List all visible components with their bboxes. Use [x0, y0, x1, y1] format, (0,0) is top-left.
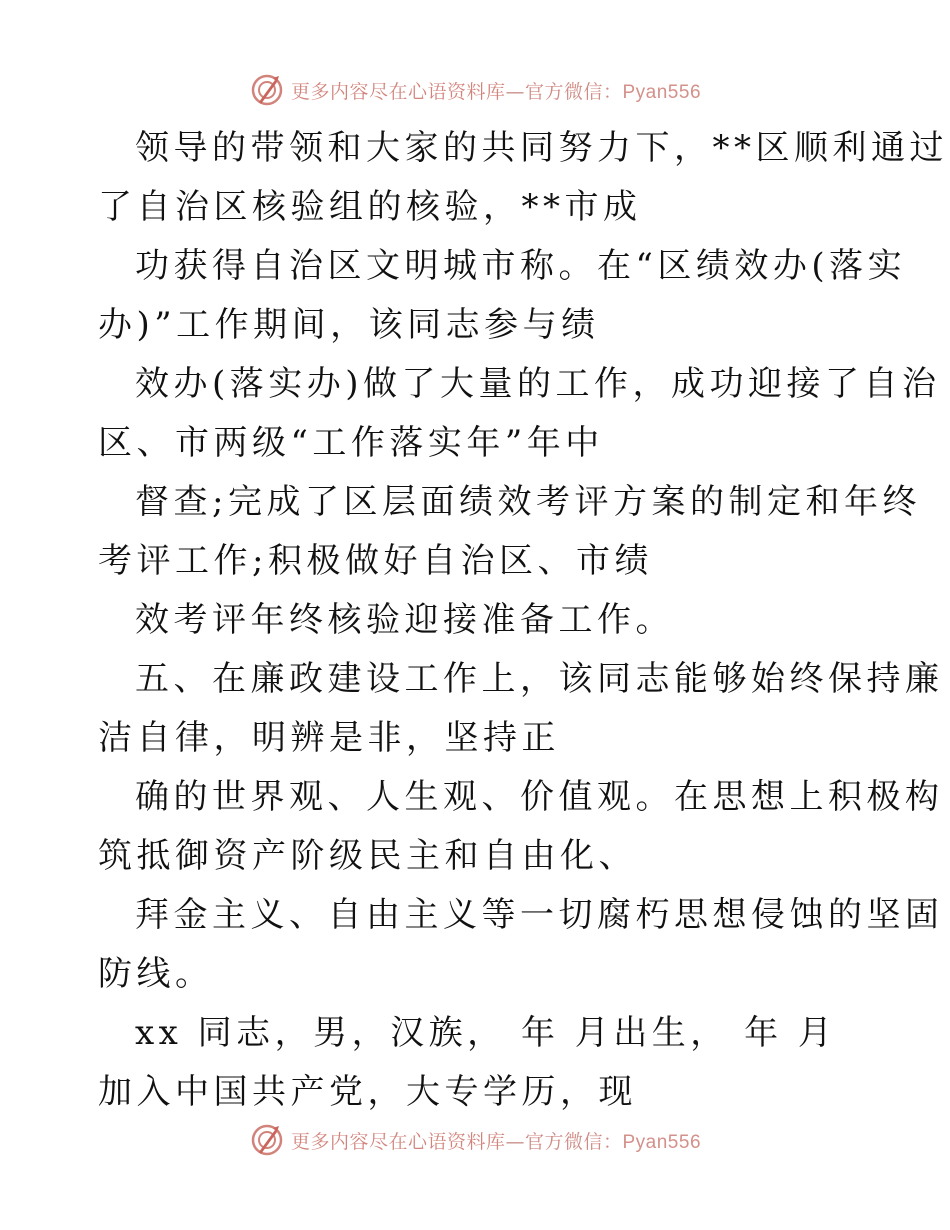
text-line: 效考评年终核验迎接准备工作。: [135, 600, 674, 640]
text-line: 领导的带领和大家的共同努力下，**区顺利通过: [135, 128, 948, 168]
header-watermark: [0, 70, 950, 110]
text-line: 拜金主义、自由主义等一切腐朽思想侵蚀的坚固: [135, 895, 944, 935]
watermark-main-text: 更多内容尽在心语资料库: [290, 1130, 506, 1153]
text-line: 办)”工作期间，该同志参与绩: [98, 305, 600, 345]
text-line: 了自治区核验组的核验，**市成: [98, 187, 642, 227]
text-line: 五、在廉政建设工作上，该同志能够始终保持廉: [135, 659, 944, 699]
text-line: 防线。: [98, 954, 214, 994]
quill-logo-icon: [249, 1122, 285, 1158]
watermark-id: Pyan556: [622, 81, 702, 103]
watermark-label: 官方微信：: [524, 80, 623, 103]
text-line: 洁自律，明辨是非，坚持正: [98, 718, 560, 758]
footer-watermark: [0, 1120, 950, 1160]
text-line: xx 同志，男，汉族， 年 月出生， 年 月: [135, 1013, 837, 1053]
quill-logo-icon: [249, 72, 285, 108]
watermark-id: Pyan556: [622, 1131, 702, 1153]
watermark-separator: —: [505, 1130, 525, 1153]
text-line: 确的世界观、人生观、价值观。在思想上积极构: [135, 777, 944, 817]
watermark-main-text: 更多内容尽在心语资料库: [290, 80, 506, 103]
watermark-separator: —: [505, 80, 525, 103]
text-line: 考评工作;积极做好自治区、市绩: [98, 541, 653, 581]
watermark-label: 官方微信：: [524, 1130, 623, 1153]
text-line: 筑抵御资产阶级民主和自由化、: [98, 836, 637, 876]
text-line: 效办(落实办)做了大量的工作，成功迎接了自治: [135, 364, 941, 404]
text-line: 督查;完成了区层面绩效考评方案的制定和年终: [135, 482, 921, 522]
text-line: 加入中国共产党，大专学历，现: [98, 1072, 637, 1112]
text-line: 功获得自治区文明城市称。在“区绩效办(落实: [135, 246, 907, 286]
text-line: 区、市两级“工作落实年”年中: [98, 423, 604, 463]
